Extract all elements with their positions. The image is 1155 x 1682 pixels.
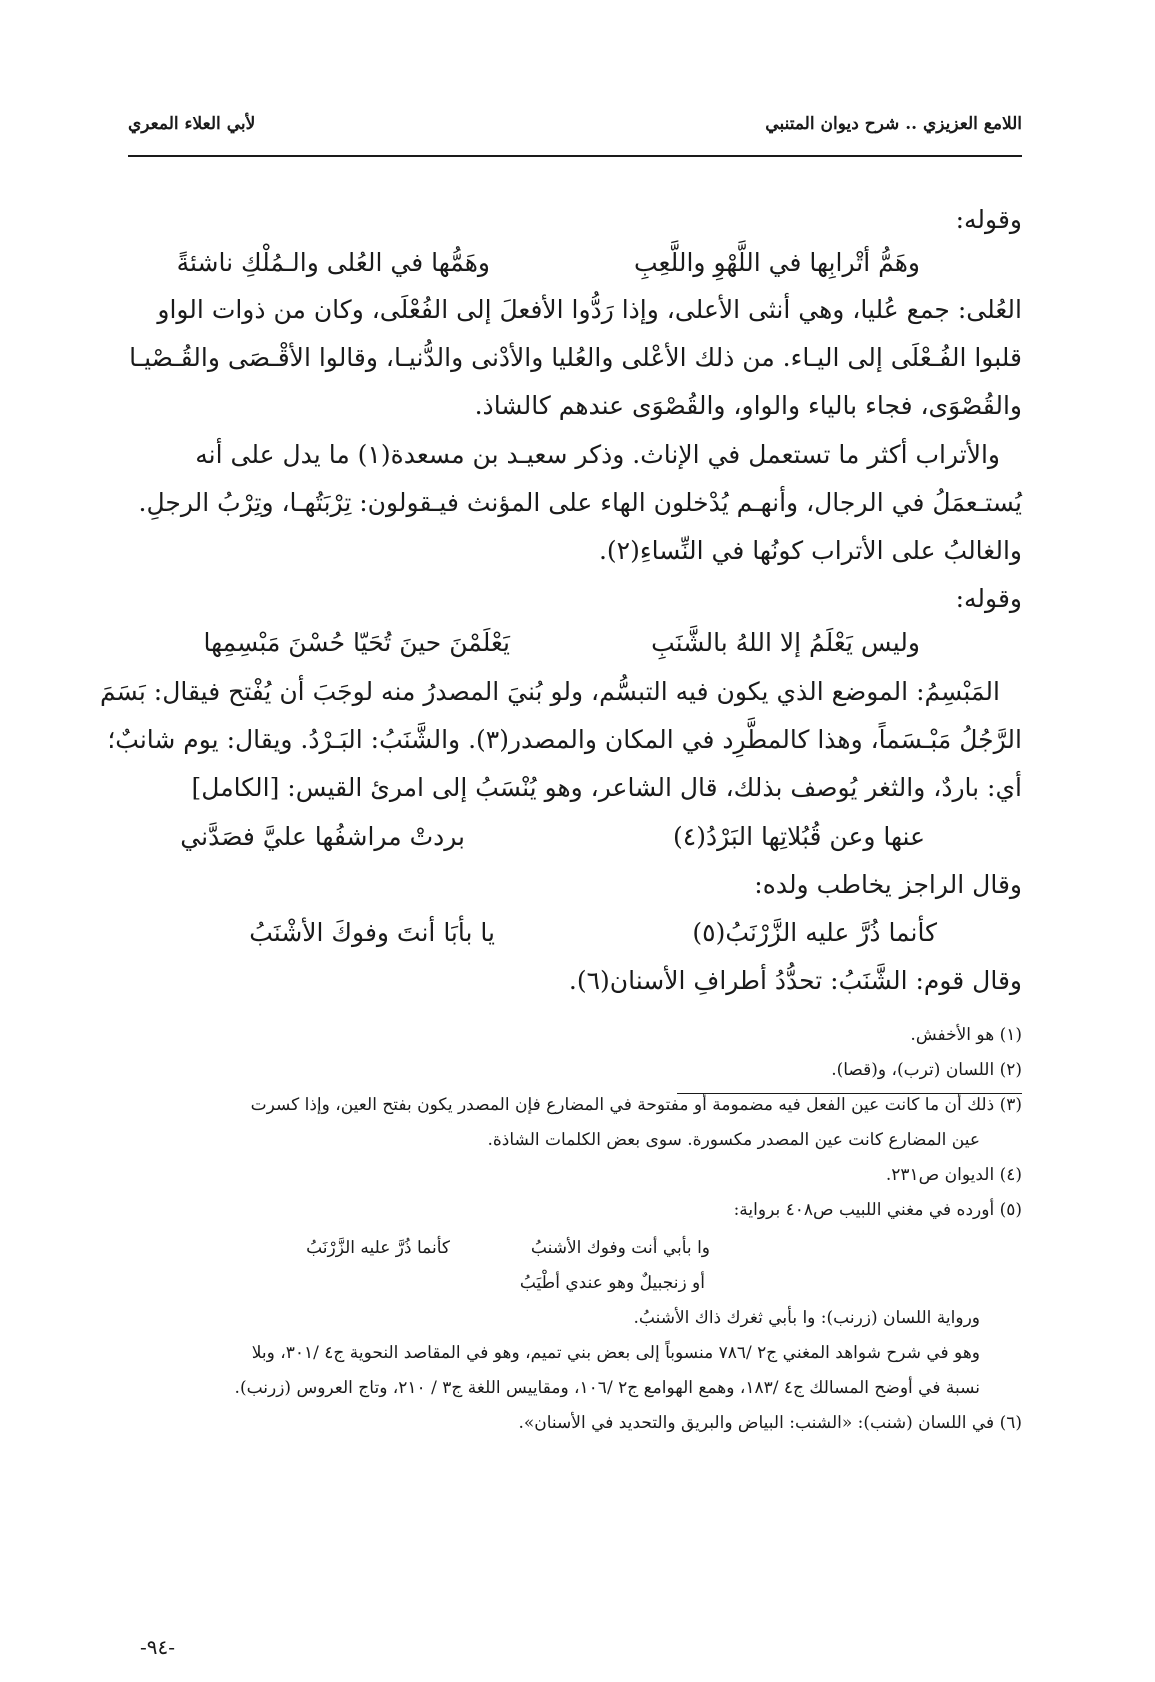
paragraph-line: أي: باردٌ، والثغر يُوصف بذلك، قال الشاعر، وهو يُنْسَبُ إلى امرئ القيس: [الكامل] (191, 773, 1022, 802)
verse-4-hemistich-1: يا بأبَا أنتَ وفوكَ الأشْنَبُ (249, 918, 495, 947)
footnote-6: (٦) في اللسان (شنب): «الشنب: البياض والبريق والتحديد في الأسنان». (518, 1413, 1022, 1433)
paragraph-line: والغالبُ على الأتراب كونُها في النِّساءِ(٢). (598, 536, 1022, 565)
paragraph-line: قلبوا الفُـعْلَى إلى اليـاء. من ذلك الأعْلى والعُليا والأدْنى والدُّنيـا، وقالوا الأقْـصَى والقُـصْيـا (129, 343, 1022, 372)
footnote-5-verse-line-1: وا بأبي أنت وفوك الأشنبُ (530, 1238, 710, 1258)
verse-4-hemistich-2: كأنما ذُرَّ عليه الزَّرْنَبُ(٥) (692, 918, 937, 947)
verse-1-hemistich-1: وهَمُّها في العُلى والـمُلْكِ ناشئةً (176, 248, 490, 277)
verse-intro-1: وقوله: (955, 205, 1022, 234)
footnote-5-verse-line-2: كأنما ذُرَّ عليه الزَّرْنَبُ (306, 1238, 450, 1258)
verse-2-hemistich-2: وليس يَعْلَمُ إلا اللهُ بالشَّنَبِ (651, 628, 920, 657)
paragraph-line: يُستـعمَلُ في الرجال، وأنهـم يُدْخلون الهاء على المؤنث فيـقولون: تِرْبَتُهـا، وتِرْبُ الرجلِ. (138, 488, 1022, 517)
paragraph-line: والقُصْوَى، فجاء بالياء والواو، والقُصْوَى عندهم كالشاذ. (474, 391, 1022, 420)
header-author: لأبي العلاء المعري (128, 114, 256, 134)
footnote-4: (٤) الديوان ص٢٣١. (885, 1165, 1022, 1185)
footnote-1: (١) هو الأخفش. (910, 1025, 1022, 1045)
verse-3-hemistich-1: بردتْ مراشفُها عليَّ فصَدَّني (180, 822, 465, 851)
paragraph-line: الرَّجُلُ مَبْـسَماً، وهذا كالمطَّرِد في المكان والمصدر(٣). والشَّنَبُ: البَـرْدُ. ويقال: يوم شانبٌ؛ (107, 725, 1022, 754)
footnote-5-lisan: ورواية اللسان (زرنب): وا بأبي ثغرك ذاك الأشنبُ. (633, 1308, 980, 1328)
footnote-3: (٣) ذلك أن ما كانت عين الفعل فيه مضمومة أو مفتوحة في المضارع فإن المصدر يكون بفتح العين، وإذا كسرت (250, 1095, 1022, 1115)
verse-3-hemistich-2: عنها وعن قُبُلاتِها البَرْدُ(٤) (673, 822, 925, 851)
footnote-5-verse-line-3: أو زنجبيلٌ وهو عندي أطْيَبُ (519, 1273, 705, 1293)
footnote-separator (677, 1093, 1022, 1094)
page-number: -٩٤- (140, 1635, 176, 1659)
footnote-5-sources-continued: نسبة في أوضح المسالك ج٤ /١٨٣، وهمع الهوامع ج٢ /١٠٦، ومقاييس اللغة ج٣ / ٢١٠، وتاج العروس (زرنب). (234, 1378, 980, 1398)
header-book-title: اللامع العزيزي .. شرح ديوان المتنبي (765, 114, 1022, 134)
verse-intro-4: وقال الراجز يخاطب ولده: (754, 870, 1022, 899)
footnote-3-continued: عين المضارع كانت عين المصدر مكسورة. سوى بعض الكلمات الشاذة. (487, 1130, 980, 1150)
paragraph-line: العُلى: جمع عُليا، وهي أنثى الأعلى، وإذا رَدُّوا الأفعلَ إلى الفُعْلَى، وكان من ذوات الواو (157, 295, 1022, 324)
paragraph-line: وقال قوم: الشَّنَبُ: تحدُّدُ أطرافِ الأسنان(٦). (568, 966, 1022, 995)
footnote-5-sources: وهو في شرح شواهد المغني ج٢ /٧٨٦ منسوباً إلى بعض بني تميم، وهو في المقاصد النحوية ج٤ /٣٠١، وبلا (251, 1343, 980, 1363)
footnote-5: (٥) أورده في مغني اللبيب ص٤٠٨ برواية: (733, 1200, 1022, 1220)
paragraph-line: والأتراب أكثر ما تستعمل في الإناث. وذكر سعيـد بن مسعدة(١) ما يدل على أنه (195, 440, 1000, 469)
paragraph-line: المَبْسِمُ: الموضع الذي يكون فيه التبسُّم، ولو بُنيَ المصدرُ منه لوجَبَ أن يُفْتح فيقال: بَسَمَ (99, 677, 1000, 706)
verse-2-hemistich-1: يَعْلَمْنَ حينَ تُحَيّا حُسْنَ مَبْسِمِها (203, 628, 510, 657)
verse-1-hemistich-2: وهَمُّ أتْرابِها في اللَّهْوِ واللَّعِبِ (633, 248, 920, 277)
verse-intro-2: وقوله: (955, 584, 1022, 613)
footnote-2: (٢) اللسان (ترب)، و(قصا). (831, 1060, 1022, 1080)
header-rule (128, 155, 1022, 157)
